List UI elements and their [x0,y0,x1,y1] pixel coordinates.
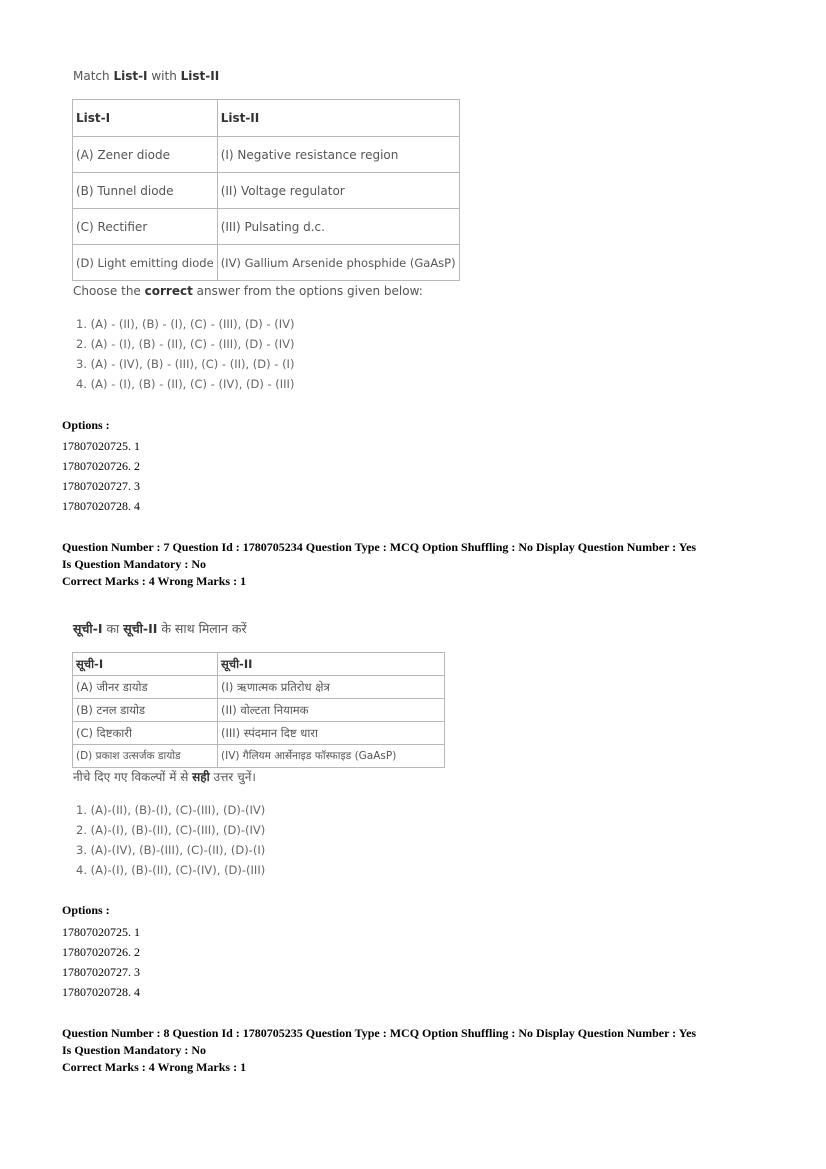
table-cell: (B) टनल डायोड [73,699,218,722]
table-header-row [73,100,460,137]
answer-choice: 2. (A) - (I), (B) - (II), (C) - (III), (D) - (IV) [76,337,295,351]
option-item: 17807020726. 2 [62,945,140,959]
q7-heading: सूची-I का सूची-II के साथ मिलान करें [73,621,247,636]
table-cell: (D) Light emitting diode [73,245,218,281]
table-cell: (II) Voltage regulator [217,173,459,209]
answer-choice: 1. (A)-(II), (B)-(I), (C)-(III), (D)-(IV) [76,803,266,817]
q7-metadata: Question Number : 7 Question Id : 1780705234 Question Type : MCQ Option Shuffling : No Display Question Number : Yes Is Question Mandatory : No Correct Marks : 4 Wrong Marks : 1 [62,540,697,588]
option-item: 17807020728. 4 [62,499,140,513]
table-row [73,209,460,245]
q7-answer-choices [76,800,265,880]
table-cell: (III) स्पंदमान दिष्ट धारा [218,722,445,745]
table-cell: (D) प्रकाश उत्सर्जक डायोड [73,745,218,768]
table-cell: (C) दिष्टकारी [73,722,218,745]
table-cell: (C) Rectifier [73,209,218,245]
table-cell: (A) जीनर डायोड [73,676,218,699]
answer-choice: 1. (A) - (II), (B) - (I), (C) - (III), (D) - (IV) [76,317,295,331]
table-cell: (I) Negative resistance region [217,137,459,173]
table-header-row [73,653,445,676]
q7-match-table [72,652,445,768]
table-row [73,173,460,209]
column-header: List-I [76,111,111,125]
table-cell: (II) वोल्टता नियामक [218,699,445,722]
table-cell: (III) Pulsating d.c. [217,209,459,245]
table-row [73,245,460,281]
option-item: 17807020725. 1 [62,439,140,453]
q7-options-label: Options : [62,903,110,917]
option-item: 17807020727. 3 [62,965,140,979]
q6-answer-choices [76,314,294,394]
answer-choice: 2. (A)-(I), (B)-(II), (C)-(III), (D)-(IV) [76,823,266,837]
q6-instruction: Choose the correct answer from the options given below: [73,284,423,298]
answer-choice: 3. (A) - (IV), (B) - (III), (C) - (II), (D) - (I) [76,357,295,371]
q7-options-list [62,922,140,1002]
q6-heading: Match List-I with List-II [73,69,220,83]
option-item: 17807020726. 2 [62,459,140,473]
table-row [73,137,460,173]
column-header: List-II [220,111,260,125]
answer-choice: 4. (A)-(I), (B)-(II), (C)-(IV), (D)-(III) [76,863,266,877]
table-cell: (IV) Gallium Arsenide phosphide (GaAsP) [217,245,459,281]
table-cell: (B) Tunnel diode [73,173,218,209]
answer-choice: 3. (A)-(IV), (B)-(III), (C)-(II), (D)-(I) [76,843,266,857]
table-row [73,699,445,722]
q7-instruction: नीचे दिए गए विकल्पों में से सही उत्तर चुनें। [73,770,256,784]
table-cell: (I) ऋणात्मक प्रतिरोध क्षेत्र [218,676,445,699]
option-item: 17807020728. 4 [62,985,140,999]
table-cell: (IV) गैलियम आर्सेनाइड फॉस्फाइड (GaAsP) [218,745,445,768]
option-item: 17807020725. 1 [62,925,140,939]
table-row [73,745,445,768]
option-item: 17807020727. 3 [62,479,140,493]
answer-choice: 4. (A) - (I), (B) - (II), (C) - (IV), (D) - (III) [76,377,295,391]
column-header: सूची-II [221,656,253,671]
table-row [73,676,445,699]
table-row [73,722,445,745]
column-header: सूची-I [76,656,104,671]
q8-metadata: Question Number : 8 Question Id : 1780705235 Question Type : MCQ Option Shuffling : No Display Question Number : Yes Is Question Mandatory : No Correct Marks : 4 Wrong Marks : 1 [62,1026,697,1074]
table-cell: (A) Zener diode [73,137,218,173]
q6-options-list [62,436,140,516]
q6-match-table [72,99,460,281]
q6-options-label: Options : [62,418,110,432]
